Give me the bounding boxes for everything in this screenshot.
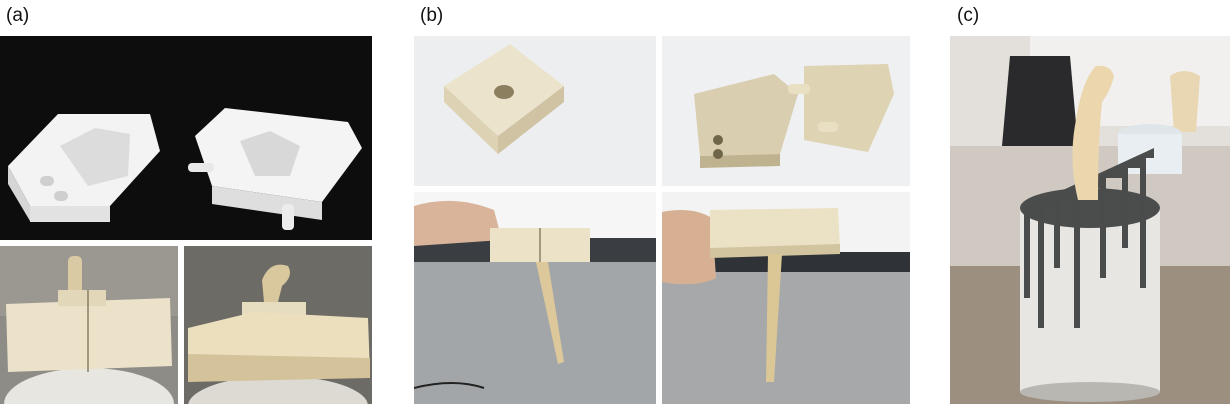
photo-printed-block-closed [414,36,656,186]
photo-assembled-mould-side [184,246,372,404]
photo-hand-holding-mould [414,192,656,404]
photo-hand-holding-mould-close [662,192,910,404]
panel-label-c: (c) [957,5,980,26]
photo-cast-part-in-cylinder [950,36,1230,404]
panel-label-b: (b) [420,5,444,26]
photo-printed-mould-open [662,36,910,186]
panel-label-a: (a) [6,5,30,26]
photo-foam-mould-halves [0,36,372,240]
photo-assembled-mould-front [0,246,178,404]
